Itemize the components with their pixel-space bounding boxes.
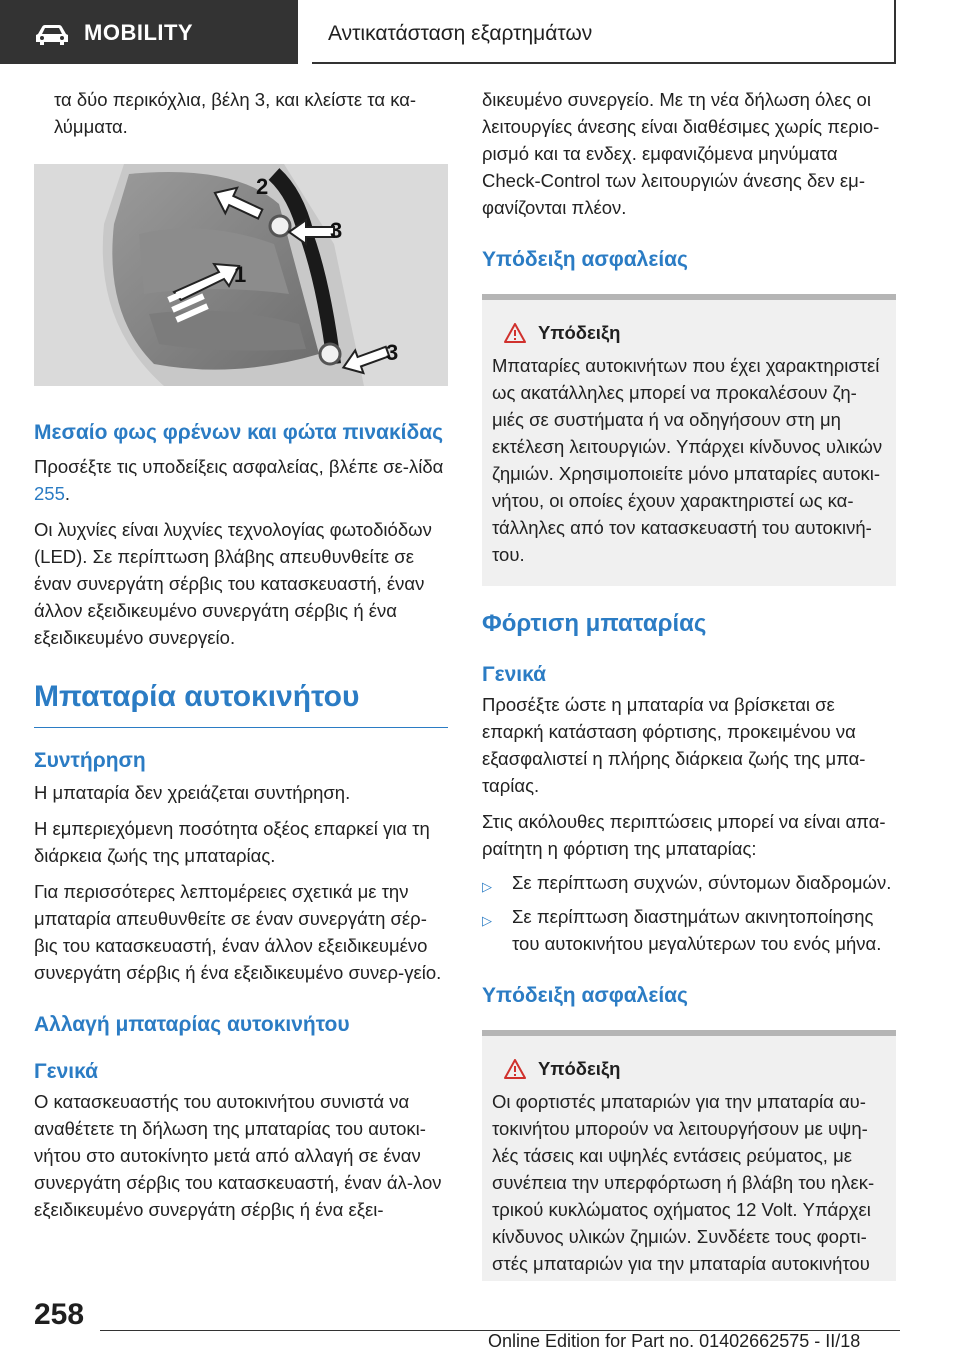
section-brake-light-ref: Προσέξτε τις υποδείξεις ασφαλείας, βλέπε σε-λίδα 255. xyxy=(34,456,444,504)
maintenance-p1: Η μπαταρία δεν χρειάζεται συντήρηση. xyxy=(34,782,351,803)
callout-2: 2 xyxy=(256,174,269,199)
warning-icon xyxy=(504,323,526,343)
section-brake-light-text: Οι λυχνίες είναι λυχνίες τεχνολογίας φωτοδιόδων (LED). Σε περίπτωση βλάβης απευθυνθείτε σε έναν συνεργάτη σέρβις του κατασκευαστή, έναν άλλον εξειδικευμένο συνεργάτη σέρβις ή ένα εξειδικευμένο συνεργείο. xyxy=(34,519,432,648)
footer-edition: Online Edition for Part no. 01402662575 - II/18 xyxy=(488,1331,861,1351)
maintenance-p3: Για περισσότερες λεπτομέρειες σχετικά με την μπαταρία απευθυνθείτε σε έναν συνεργάτη σέρ-βις του κατασκευαστή, έναν άλλον εξειδικευμένο συνεργάτη σέρβις ή ένα εξειδικευμένο συνερ-γείο. xyxy=(34,881,442,983)
charging-p2: Στις ακόλουθες περιπτώσεις μπορεί να είναι απα-ραίτητη η φόρτιση της μπαταρίας: xyxy=(482,811,886,859)
callout-3a: 3 xyxy=(330,218,343,243)
triangle-bullet-icon: ▷ xyxy=(482,913,492,928)
note-1-title: Υπόδειξη xyxy=(492,322,884,344)
safety-note-2 xyxy=(482,1030,896,1281)
list-item: ▷ Σε περίπτωση διαστημάτων ακινητοποίησης του αυτοκινήτου μεγαλύτερων του ενός μήνα. xyxy=(482,906,882,954)
section-battery-change-title: Αλλαγή μπαταρίας αυτοκινήτου xyxy=(34,1013,350,1036)
right-column xyxy=(482,86,896,1281)
page-number: 258 xyxy=(34,1298,85,1331)
brand-label: MOBILITY xyxy=(84,20,194,45)
header-brand-bar xyxy=(0,0,298,64)
note-2-title: Υπόδειξη xyxy=(492,1058,884,1080)
charging-p1: Προσέξτε ώστε η μπαταρία να βρίσκεται σε επαρκή κατάσταση φόρτισης, προκειμένου να εξασφαλιστεί η πλήρης διάρκεια ζωής της μπα-ταρίας. xyxy=(482,694,866,796)
section-brake-light-title: Μεσαίο φως φρένων και φώτα πινακίδας xyxy=(34,421,444,444)
note-1-text: Μπαταρίες αυτοκινήτων που έχει χαρακτηριστεί ως ακατάλληλες μπορεί να προκαλέσουν ζη-μιές σε συστήματα ή να οδηγήσουν στη μη εκτέλεση λειτουργιών. Υπάρχει κίνδυνος υλικών ζημιών. Χρησιμοποιείτε μόνο μπαταρίες αυτοκι-νήτου, οι οποίες έχουν χαρακτηριστεί ως κα-τάλληλες από τον κατασκευαστή του αυτοκινή-του. xyxy=(492,355,883,565)
left-column xyxy=(34,86,448,1223)
section-charging-title: Φόρτιση μπαταρίας xyxy=(482,610,707,637)
chapter-battery-title: Μπαταρία αυτοκινήτου xyxy=(34,680,360,713)
taillight-figure xyxy=(34,164,448,386)
maintenance-p2: Η εμπεριεχόμενη ποσότητα οξέος επαρκεί για τη διάρκεια ζωής της μπαταρίας. xyxy=(34,818,430,866)
header-chapter-box xyxy=(312,0,896,64)
note-2-text: Οι φορτιστές μπαταριών για την μπαταρία αυ-τοκινήτου μπορούν να λειτουργήσουν με υψη-λές τάσεις και υψηλές εντάσεις ρεύματος, με συνέπεια την υπερφόρτωση ή βλάβη του ηλεκ-τρικού κυκλώματος οχήματος 12 Volt. Υπάρχει κίνδυνος υλικών ζημιών. Συνδέετε τους φορτι-στές μπαταριών για την μπαταρία αυτοκινήτου xyxy=(492,1091,875,1274)
battery-change-subtitle: Γενικά xyxy=(34,1060,99,1083)
battery-change-text: Ο κατασκευαστής του αυτοκινήτου συνιστά να αναθέτετε τη δήλωση της μπαταρίας του αυτοκι-νήτου στο αυτοκίνητο μετά από αλλαγή σε έναν συνεργάτη σέρβις του κατασκευαστή, έναν άλ-λον εξειδικευμένο συνεργάτη σέρβις ή ένα εξει- xyxy=(34,1091,442,1220)
charging-bullets xyxy=(482,869,896,957)
section-maintenance-title: Συντήρηση xyxy=(34,749,146,772)
chapter-title: Αντικατάσταση εξαρτημάτων xyxy=(328,22,593,45)
callout-1: 1 xyxy=(234,262,247,287)
chapter-heading xyxy=(34,677,448,728)
page-link-255[interactable]: 255 xyxy=(34,483,65,504)
continued-text: δικευμένο συνεργείο. Με τη νέα δήλωση όλες οι λειτουργίες άνεσης είναι διαθέσιμες χωρίς περιο-ρισμό και τα ενδεχ. εμφανιζόμενα μηνύματα Check-Control των λειτουργιών άνεσης δεν εμ-φανίζονται πλέον. xyxy=(482,89,880,218)
car-icon xyxy=(34,24,70,46)
triangle-bullet-icon: ▷ xyxy=(482,879,492,894)
callout-3b: 3 xyxy=(386,340,399,365)
warning-icon xyxy=(504,1059,526,1079)
safety-note-1 xyxy=(482,294,896,586)
intro-text: τα δύο περικόχλια, βέλη 3, και κλείστε τα κα-λύμματα. xyxy=(54,89,417,137)
safety-note-1-heading: Υπόδειξη ασφαλείας xyxy=(482,248,688,271)
charging-subtitle: Γενικά xyxy=(482,663,547,686)
safety-note-2-heading: Υπόδειξη ασφαλείας xyxy=(482,984,688,1007)
list-item: ▷ Σε περίπτωση συχνών, σύντομων διαδρομών. xyxy=(482,869,896,896)
